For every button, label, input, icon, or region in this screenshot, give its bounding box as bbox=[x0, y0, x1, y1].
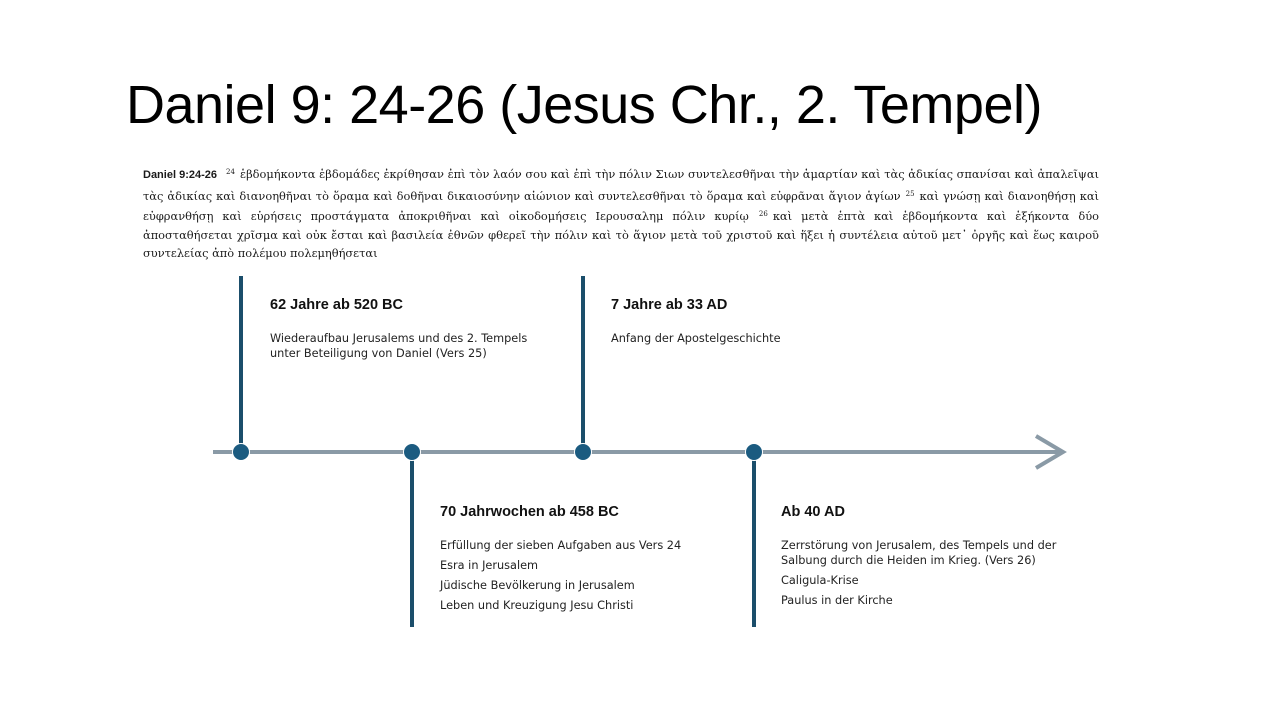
event-2-item-3: Jüdische Bevölkerung in Jerusalem bbox=[440, 579, 635, 592]
timeline-connector-3 bbox=[581, 276, 585, 452]
timeline-marker-4 bbox=[745, 443, 763, 461]
event-items-3 bbox=[611, 331, 911, 346]
event-4-item-3: Paulus in der Kirche bbox=[781, 594, 893, 607]
timeline-connector-1 bbox=[239, 276, 243, 452]
event-items-2 bbox=[440, 538, 740, 613]
event-4-item-2: Caligula-Krise bbox=[781, 574, 859, 587]
event-items-4 bbox=[781, 538, 1081, 608]
verse-text bbox=[143, 163, 1099, 263]
verse-number-26: 26 bbox=[758, 210, 768, 218]
timeline-event-1 bbox=[270, 297, 570, 366]
event-title-1: 62 Jahre ab 520 BC bbox=[270, 297, 403, 313]
timeline-event-2 bbox=[440, 504, 740, 618]
event-title-4: Ab 40 AD bbox=[781, 504, 845, 520]
event-2-item-4: Leben und Kreuzigung Jesu Christi bbox=[440, 599, 634, 612]
event-2-item-1: Erfüllung der sieben Aufgaben aus Vers 24 bbox=[440, 539, 682, 552]
verse-25-text: καὶ γνώσῃ καὶ διανοηθήσῃ καὶ εὐφρανθήσῃ καὶ εὑρήσεις προστάγματα ἀποκριθῆναι καὶ οἰκοδομήσεις Ιερουσαλημ πόλιν κυρίῳ bbox=[143, 188, 1100, 223]
verse-reference: Daniel 9:24-26 bbox=[143, 169, 218, 181]
event-1-item-1: Wiederaufbau Jerusalems und des 2. Tempels unter Beteiligung von Daniel (Vers 25) bbox=[270, 332, 528, 360]
event-2-item-2: Esra in Jerusalem bbox=[440, 559, 539, 572]
event-items-1 bbox=[270, 331, 570, 361]
verse-26-text: καὶ μετὰ ἑπτὰ καὶ ἑβδομήκοντα καὶ ἑξήκοντα δύο ἀποσταθήσεται χρῖσμα καὶ οὐκ ἔσται καὶ βασιλεία ἐθνῶν φθερεῖ τὴν πόλιν καὶ τὸ ἅγιον μετὰ τοῦ χριστοῦ καὶ ἥξει ἡ συντέλεια αὐτοῦ μετ᾽ ὀργῆς καὶ ἕως καιροῦ συντελείας ἀπὸ πολέμου πολεμηθήσεται bbox=[143, 209, 1099, 260]
verse-number-25: 25 bbox=[905, 189, 915, 198]
timeline-marker-3 bbox=[574, 443, 592, 461]
slide-title: Daniel 9: 24-26 (Jesus Chr., 2. Tempel) bbox=[126, 75, 1042, 135]
timeline-marker-1 bbox=[232, 443, 250, 461]
event-4-item-1: Zerrstörung von Jerusalem, des Tempels und der Salbung durch die Heiden im Krieg. (Vers 26) bbox=[781, 539, 1057, 567]
verse-number-24: 24 bbox=[226, 168, 235, 176]
timeline-marker-2 bbox=[403, 443, 421, 461]
timeline-connector-2 bbox=[410, 452, 414, 627]
timeline-axis bbox=[213, 450, 1063, 454]
timeline-event-4 bbox=[781, 504, 1081, 613]
timeline-arrow-head-icon bbox=[1030, 433, 1070, 471]
event-3-item-1: Anfang der Apostelgeschichte bbox=[611, 332, 781, 345]
timeline-connector-4 bbox=[752, 452, 756, 627]
event-title-3: 7 Jahre ab 33 AD bbox=[611, 297, 728, 313]
verse-24-text: ἑβδομήκοντα ἑβδομάδες ἐκρίθησαν ἐπὶ τὸν λαόν σου καὶ ἐπὶ τὴν πόλιν Σιων συντελεσθῆναι τὴν ἁμαρτίαν καὶ τὰς ἀδικίας σπανίσαι καὶ ἀπαλεῖψαι τὰς ἀδικίας καὶ διανοηθῆναι τὸ ὅραμα καὶ δοθῆναι δικαιοσύνην αἰώνιον καὶ συντελεσθῆναι τὸ ὅραμα καὶ εὐφρᾶναι ἅγιον ἁγίων bbox=[143, 167, 1100, 203]
event-title-2: 70 Jahrwochen ab 458 BC bbox=[440, 504, 619, 520]
timeline-event-3 bbox=[611, 297, 911, 351]
